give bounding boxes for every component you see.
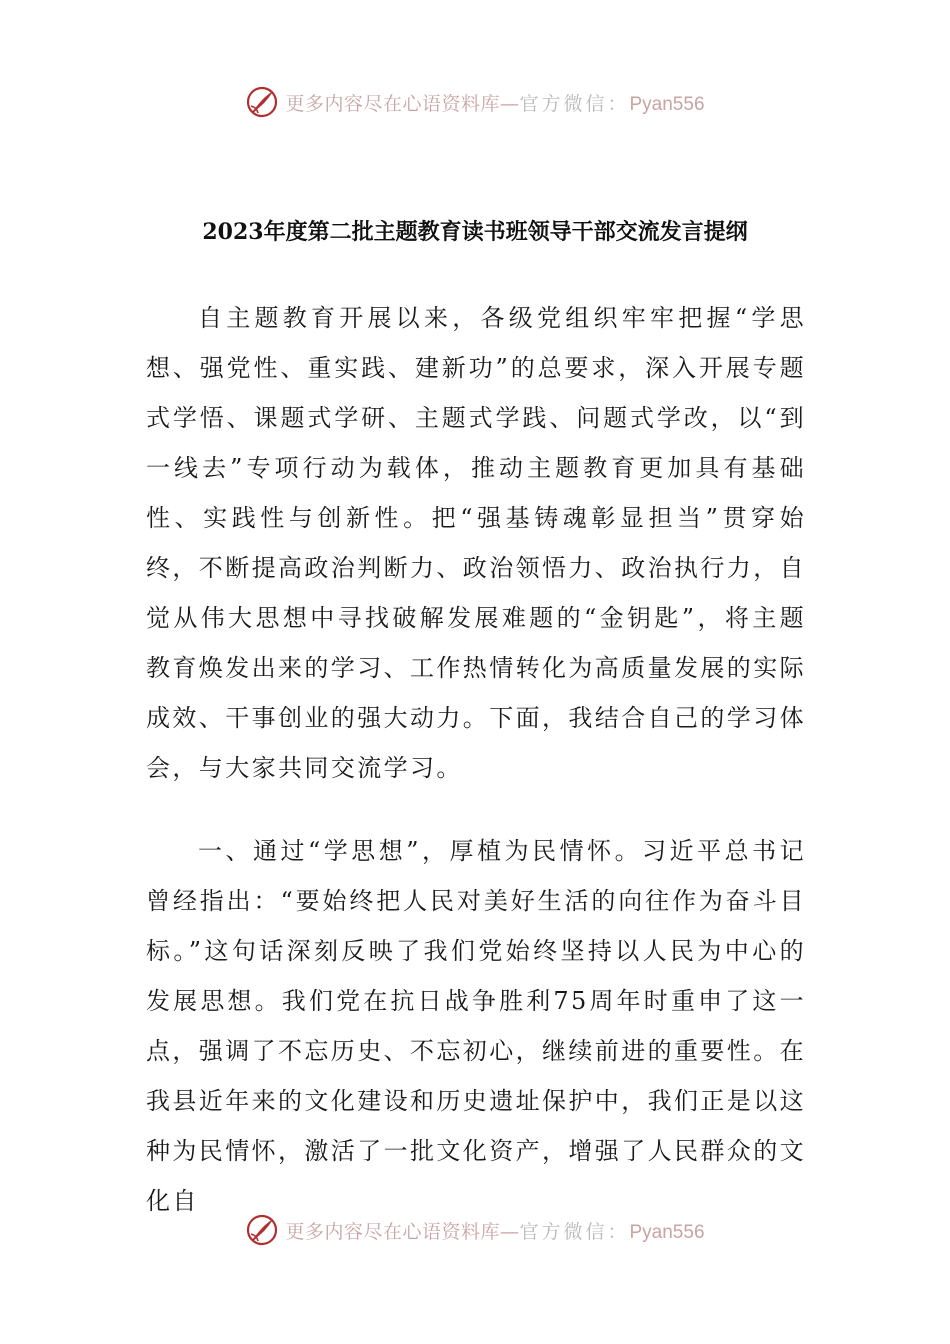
- header-banner: [0, 80, 950, 124]
- header-wechat-id: Pyan556: [629, 93, 705, 115]
- footer-official-label: 官方微信：: [519, 1220, 630, 1243]
- body-paragraph-intro: 自主题教育开展以来，各级党组织牢牢把握“学思想、强党性、重实践、建新功”的总要求，深入开展专题式学悟、课题式学研、主题式学践、问题式学改，以“到一线去”专项行动为载体，推动主题教育更加具有基础性、实践性与创新性。把“强基铸魂彰显担当”贯穿始终，不断提高政治判断力、政治领悟力、政治执行力，自觉从伟大思想中寻找破解发展难题的“金钥匙”，将主题教育焕发出来的学习、工作热情转化为高质量发展的实际成效、干事创业的强大动力。下面，我结合自己的学习体会，与大家共同交流学习。: [146, 304, 806, 782]
- footer-dash: —: [499, 1220, 520, 1243]
- footer-wechat-id: Pyan556: [629, 1221, 705, 1243]
- quill-logo-icon: [245, 85, 279, 119]
- document-title: 2023年度第二批主题教育读书班领导干部交流发言提纲: [202, 219, 748, 245]
- footer-banner: [0, 1208, 950, 1252]
- header-banner-text: [285, 89, 704, 116]
- footer-site-text: 更多内容尽在心语资料库: [285, 1220, 500, 1243]
- footer-banner-text: [285, 1217, 704, 1244]
- header-dash: —: [499, 92, 520, 115]
- body-paragraph-section-one: 一、通过“学思想”，厚植为民情怀。习近平总书记曾经指出：“要始终把人民对美好生活的向往作为奋斗目标。”这句话深刻反映了我们党始终坚持以人民为中心的发展思想。我们党在抗日战争胜利75周年时重申了这一点，强调了不忘历史、不忘初心，继续前进的重要性。在我县近年来的文化建设和历史遗址保护中，我们正是以这种为民情怀，激活了一批文化资产，增强了人民群众的文化自: [146, 837, 806, 1215]
- header-official-label: 官方微信：: [519, 92, 630, 115]
- header-site-text: 更多内容尽在心语资料库: [285, 92, 500, 115]
- quill-logo-icon: [245, 1213, 279, 1247]
